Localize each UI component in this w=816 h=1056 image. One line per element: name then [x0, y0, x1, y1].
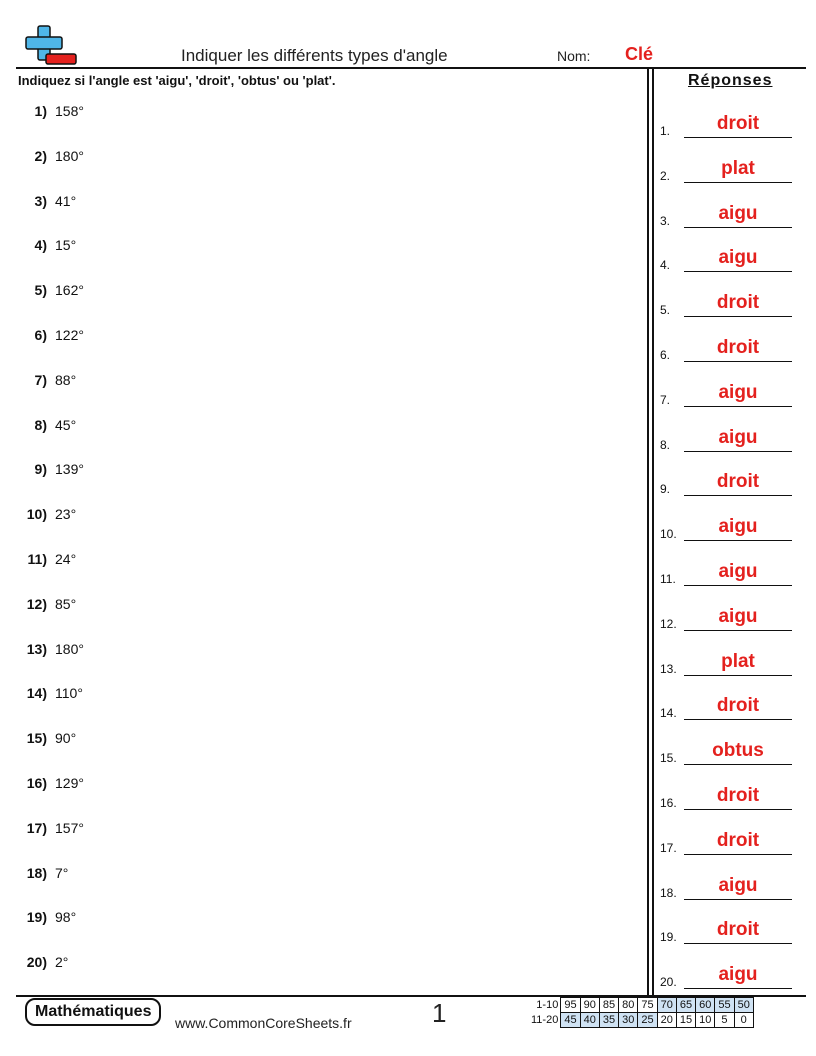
question-item — [0, 193, 100, 209]
question-item — [0, 596, 100, 612]
question-item — [0, 641, 100, 657]
question-number: 9) — [34, 461, 47, 478]
score-cell: 0 — [734, 1013, 753, 1028]
answer-line — [684, 809, 792, 810]
score-cell: 80 — [619, 998, 638, 1013]
answer-line — [684, 585, 792, 586]
question-angle: 122° — [55, 327, 84, 343]
answer-line — [684, 271, 792, 272]
plus-minus-logo-icon — [22, 24, 80, 68]
question-item — [0, 372, 100, 388]
score-cell: 60 — [696, 998, 715, 1013]
answer-item — [660, 513, 794, 543]
answer-value: aigu — [718, 874, 758, 896]
answer-item — [660, 289, 794, 319]
page-number: 1 — [432, 998, 447, 1028]
answer-number: 6. — [660, 348, 671, 362]
answer-item — [660, 110, 794, 140]
question-angle: 129° — [55, 775, 84, 791]
question-item — [0, 685, 100, 701]
answer-line — [684, 227, 792, 228]
question-number: 7) — [34, 371, 47, 388]
score-table — [528, 997, 754, 1028]
score-range-label: 11-20 — [531, 1014, 559, 1026]
answer-line — [684, 675, 792, 676]
answer-line — [684, 406, 792, 407]
answer-line — [684, 540, 792, 541]
score-cell: 75 — [638, 998, 657, 1013]
answer-line — [684, 854, 792, 855]
question-item — [0, 148, 100, 164]
answer-value: droit — [716, 785, 760, 806]
answer-value: droit — [716, 337, 760, 358]
score-row — [528, 998, 753, 1013]
answer-item — [660, 558, 794, 588]
answer-line — [684, 943, 792, 944]
question-angle: 15° — [55, 237, 77, 254]
answer-value: droit — [716, 919, 760, 941]
answer-value: aigu — [718, 964, 758, 986]
answer-item — [660, 782, 794, 812]
answer-item — [660, 244, 794, 274]
answer-line — [684, 182, 792, 183]
question-angle: 157° — [55, 819, 84, 836]
answer-item — [660, 872, 794, 902]
question-number: 5) — [34, 282, 47, 299]
answer-item — [660, 737, 794, 767]
score-cell: 85 — [599, 998, 618, 1013]
answer-item — [660, 468, 794, 498]
answer-item — [660, 916, 794, 946]
question-angle: 158° — [55, 103, 84, 119]
answer-number: 3. — [660, 213, 671, 228]
question-angle: 2° — [55, 954, 69, 971]
score-cell: 70 — [657, 998, 676, 1013]
question-number: 3) — [34, 192, 47, 209]
answer-number: 20. — [660, 975, 677, 990]
answer-number: 11. — [660, 572, 676, 586]
question-number: 4) — [34, 237, 47, 254]
answer-line — [684, 361, 792, 362]
answer-item — [660, 648, 794, 678]
answer-line — [684, 495, 792, 496]
question-number: 1) — [34, 103, 47, 119]
question-item — [0, 506, 100, 522]
score-cell: 25 — [638, 1013, 657, 1028]
question-number: 16) — [26, 775, 47, 791]
score-cell: 15 — [676, 1013, 695, 1028]
instructions: Indiquez si l'angle est 'aigu', 'droit', 'obtus' ou 'plat'. — [18, 73, 336, 88]
answer-value: obtus — [712, 740, 764, 762]
question-item — [0, 237, 100, 253]
answer-line — [684, 899, 792, 900]
answer-value: aigu — [718, 202, 758, 224]
answer-value: droit — [716, 695, 760, 717]
question-angle: 41° — [55, 192, 77, 209]
question-item — [0, 327, 100, 343]
question-angle: 180° — [55, 640, 84, 657]
question-number: 8) — [34, 416, 47, 433]
header-divider — [16, 67, 806, 69]
answer-value: aigu — [718, 516, 758, 538]
question-number: 12) — [26, 595, 47, 612]
score-cell: 55 — [715, 998, 734, 1013]
name-value: Clé — [625, 44, 654, 64]
answer-value: plat — [721, 157, 755, 179]
answers-heading: Réponses — [688, 72, 773, 89]
question-angle: 45° — [55, 416, 77, 433]
answer-number: 10. — [660, 527, 677, 542]
score-cell: 90 — [580, 998, 599, 1013]
answer-item — [660, 961, 794, 991]
answer-value: aigu — [718, 381, 758, 403]
question-item — [0, 551, 100, 567]
question-number: 20) — [26, 954, 47, 971]
answer-line — [684, 451, 792, 452]
answer-value: aigu — [718, 561, 758, 582]
answer-number: 7. — [660, 392, 671, 407]
answer-line — [684, 630, 792, 631]
answer-value: droit — [716, 471, 760, 493]
question-item — [0, 417, 100, 433]
score-cell: 30 — [619, 1013, 638, 1028]
score-cell: 20 — [657, 1013, 676, 1028]
question-number: 18) — [26, 864, 47, 881]
question-angle: 162° — [55, 282, 84, 299]
question-angle: 88° — [55, 371, 77, 388]
answer-item — [660, 827, 794, 857]
question-item — [0, 775, 100, 791]
worksheet-title: Indiquer les différents types d'angle — [181, 46, 448, 65]
question-angle: 7° — [55, 864, 69, 881]
subject-badge: Mathématiques — [25, 998, 161, 1026]
question-item — [0, 103, 100, 119]
question-item — [0, 461, 100, 477]
answer-number: 12. — [660, 616, 677, 631]
answer-line — [684, 316, 792, 317]
site-url: www.CommonCoreSheets.fr — [175, 1015, 352, 1031]
score-cell: 35 — [599, 1013, 618, 1028]
score-cell: 95 — [561, 998, 580, 1013]
answer-value: droit — [716, 292, 760, 314]
question-number: 19) — [26, 909, 47, 926]
answer-number: 14. — [660, 706, 677, 721]
answer-line — [684, 719, 792, 720]
question-item — [0, 730, 100, 746]
name-label: Nom: — [557, 48, 591, 64]
question-number: 10) — [26, 506, 47, 523]
question-angle: 110° — [55, 685, 83, 702]
answer-line — [684, 764, 792, 765]
answer-value: droit — [716, 829, 760, 851]
question-item — [0, 282, 100, 298]
answer-item — [660, 424, 794, 454]
question-number: 14) — [26, 685, 47, 702]
answer-item — [660, 200, 794, 230]
question-number: 11) — [27, 551, 47, 567]
score-cell: 5 — [715, 1013, 734, 1028]
answer-line — [684, 988, 792, 989]
answer-value: aigu — [718, 426, 758, 448]
score-row — [528, 1013, 753, 1028]
question-angle: 24° — [55, 551, 77, 567]
answer-number: 5. — [660, 303, 671, 318]
answer-item — [660, 692, 794, 722]
question-item — [0, 954, 100, 970]
answer-line — [684, 137, 792, 138]
answer-number: 16. — [660, 796, 677, 810]
score-cell: 45 — [561, 1013, 580, 1028]
answer-number: 4. — [660, 258, 671, 273]
question-number: 15) — [26, 730, 47, 747]
score-range-label: 1-10 — [536, 999, 559, 1011]
answer-number: 13. — [660, 661, 677, 676]
question-angle: 85° — [55, 595, 77, 612]
score-cell: 65 — [676, 998, 695, 1013]
answer-value: plat — [721, 650, 755, 672]
answer-value: aigu — [718, 605, 758, 627]
answer-item — [660, 155, 794, 185]
question-number: 6) — [34, 327, 47, 343]
answer-item — [660, 379, 794, 409]
answer-number: 15. — [660, 751, 677, 766]
question-angle: 139° — [55, 461, 84, 478]
question-angle: 98° — [55, 909, 77, 926]
question-angle: 90° — [55, 730, 77, 747]
answer-number: 19. — [660, 930, 677, 945]
question-number: 17) — [26, 819, 47, 836]
answer-number: 1. — [660, 124, 671, 138]
answer-item — [660, 603, 794, 633]
answer-number: 18. — [660, 885, 677, 900]
question-number: 13) — [26, 640, 47, 657]
question-angle: 180° — [55, 147, 84, 164]
column-divider-right — [652, 67, 654, 995]
question-number: 2) — [34, 147, 47, 164]
score-cell: 40 — [580, 1013, 599, 1028]
score-cell: 10 — [696, 1013, 715, 1028]
score-cell: 50 — [734, 998, 753, 1013]
answer-number: 9. — [660, 482, 671, 497]
answer-number: 8. — [660, 437, 671, 452]
question-angle: 23° — [55, 506, 77, 523]
answer-number: 17. — [660, 840, 677, 855]
answer-value: droit — [716, 113, 760, 134]
question-item — [0, 820, 100, 836]
question-item — [0, 909, 100, 925]
answer-item — [660, 334, 794, 364]
question-item — [0, 865, 100, 881]
column-divider-left — [647, 67, 649, 995]
answer-value: aigu — [718, 247, 758, 269]
answer-number: 2. — [660, 168, 671, 183]
